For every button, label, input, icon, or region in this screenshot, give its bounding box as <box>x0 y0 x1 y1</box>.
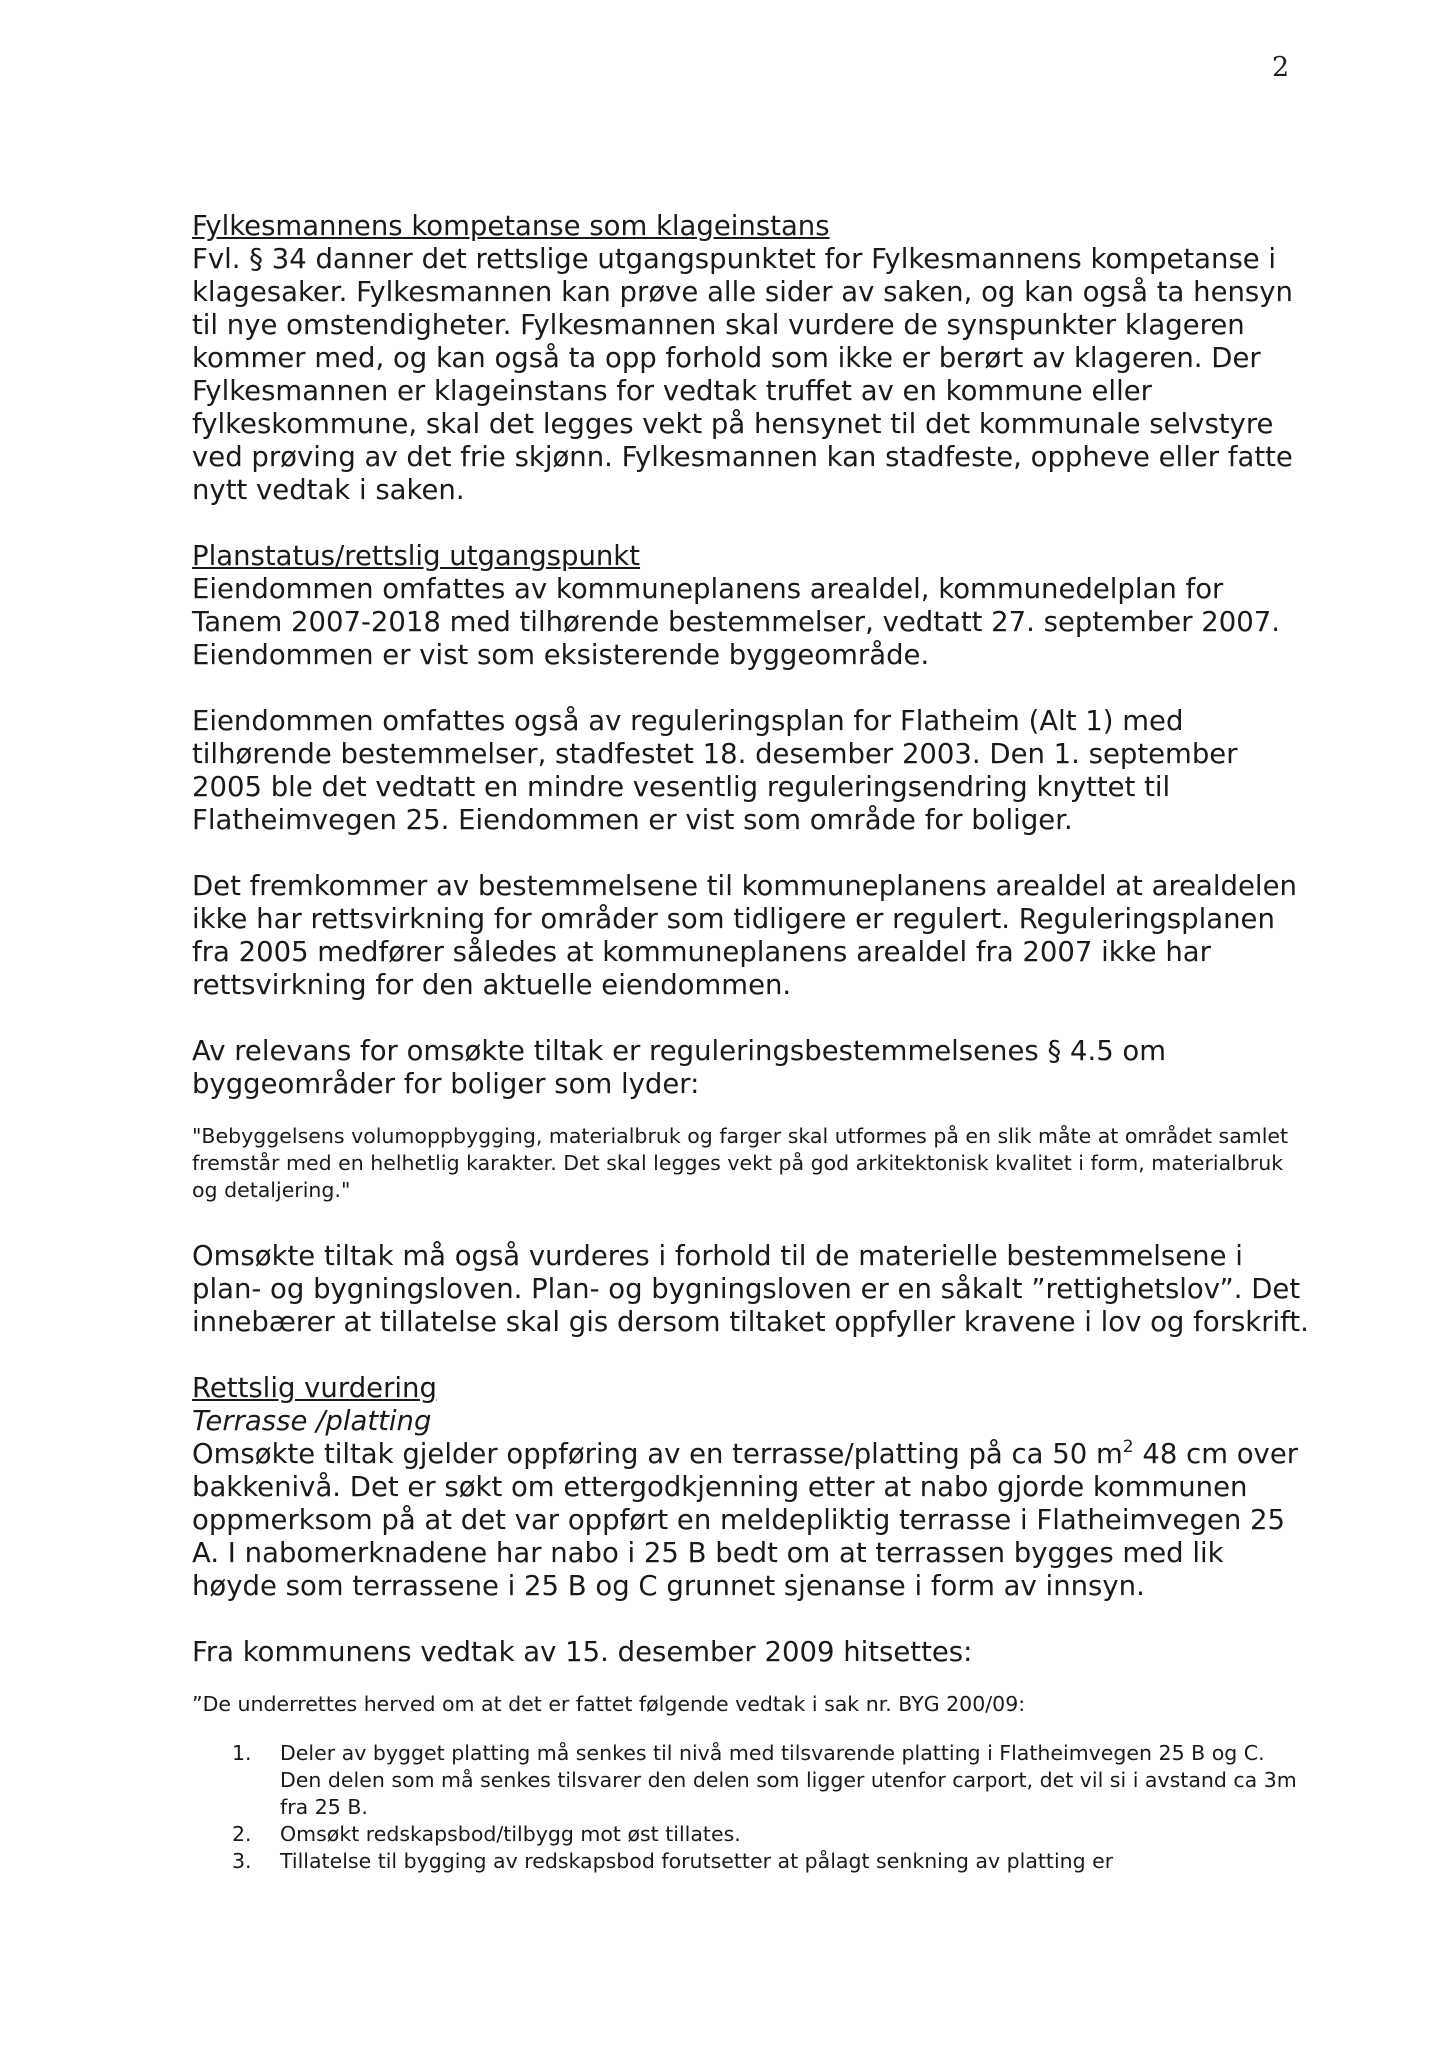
competence-paragraph: Fvl. § 34 danner det rettslige utgangspunktet for Fylkesmannens kompetanse i klagesaker. Fylkesmannen kan prøve alle sider av saken, og kan også ta hensyn til nye omstendigheter. Fylkesmannen skal vurdere de synspunkter klageren kommer med, og kan også ta opp forhold som ikke er berørt av klageren. Der Fylkesmannen er klageinstans for vedtak truffet av en kommune eller fylkeskommune, skal det legges vekt på hensynet til det kommunale selvstyre ved prøving av det frie skjønn. Fylkesmannen kan stadfeste, oppheve eller fatte nytt vedtak i saken. <box>192 243 1293 506</box>
legal-paragraph-2: Fra kommunens vedtak av 15. desember 2009 hitsettes: <box>192 1636 973 1668</box>
list-item-number: 2. <box>232 1822 252 1846</box>
planstatus-paragraph-1: Eiendommen omfattes av kommuneplanens arealdel, kommunedelplan for Tanem 2007-2018 med tilhørende bestemmelser, vedtatt 27. september 2007. Eiendommen er vist som eksisterende byggeområde. <box>192 573 1280 671</box>
planstatus-paragraph-2: Eiendommen omfattes også av reguleringsplan for Flatheim (Alt 1) med tilhørende bestemmelser, stadfestet 18. desember 2003. Den 1. september 2005 ble det vedtatt en mindre vesentlig reguleringsendring knyttet til Flatheimvegen 25. Eiendommen er vist som område for boliger. <box>192 705 1238 836</box>
terrace-subheading: Terrasse /platting <box>192 1405 432 1437</box>
legal-paragraph-1-start: Omsøkte tiltak gjelder oppføring av en terrasse/platting på ca 50 m <box>192 1438 1123 1470</box>
list-item-text: Deler av bygget platting må senkes til nivå med tilsvarende platting i Flatheimvegen 25 B og C. Den delen som må senkes tilsvarer den delen som ligger utenfor carport, det vil si i avstand ca 3m fra 25 B. <box>280 1741 1297 1819</box>
planstatus-paragraph-4: Av relevans for omsøkte tiltak er reguleringsbestemmelsenes § 4.5 om byggeområder for boliger som lyder: <box>192 1035 1167 1100</box>
list-item-text: Tillatelse til bygging av redskapsbod forutsetter at pålagt senkning av platting er <box>280 1849 1114 1873</box>
decision-list <box>192 1740 1312 1875</box>
planstatus-paragraph-3: Det fremkommer av bestemmelsene til kommuneplanens arealdel at arealdelen ikke har rettsvirkning for områder som tidligere er regulert. Reguleringsplanen fra 2005 medfører således at kommuneplanens arealdel fra 2007 ikke har rettsvirkning for den aktuelle eiendommen. <box>192 870 1297 1001</box>
list-item-number: 3. <box>232 1849 252 1873</box>
list-item <box>192 1848 1312 1875</box>
legal-paragraph-1-end: 48 cm over bakkenivå. Det er søkt om ettergodkjenning etter at nabo gjorde kommunen oppmerksom på at det var oppført en meldepliktig terrasse i Flatheimvegen 25 A. I nabomerknadene har nabo i 25 B bedt om at terrassen bygges med lik høyde som terrassene i 25 B og C grunnet sjenanse i form av innsyn. <box>192 1438 1299 1602</box>
square-superscript: 2 <box>1122 1437 1134 1457</box>
planstatus-paragraph-5: Omsøkte tiltak må også vurderes i forhold til de materielle bestemmelsene i plan- og bygningsloven. Plan- og bygningsloven er en såkalt ”rettighetslov”. Det innebærer at tillatelse skal gis dersom tiltaket oppfyller kravene i lov og forskrift. <box>192 1240 1309 1338</box>
legal-paragraph-1 <box>192 1438 1312 1603</box>
page-number: 2 <box>1272 52 1290 83</box>
regulation-quote: "Bebyggelsens volumoppbygging, materialbruk og farger skal utformes på en slik måte at området samlet fremstår med en helhetlig karakter. Det skal legges vekt på god arkitektonisk kvalitet i form, materialbruk og detaljering." <box>192 1124 1289 1202</box>
legal-assessment-heading: Rettslig vurdering <box>192 1372 437 1404</box>
list-item <box>192 1821 1312 1848</box>
document-body <box>192 210 1312 1875</box>
list-item-text: Omsøkt redskapsbod/tilbygg mot øst tillates. <box>280 1822 741 1846</box>
decision-quote-intro: ”De underrettes herved om at det er fattet følgende vedtak i sak nr. BYG 200/09: <box>192 1692 1026 1716</box>
list-item <box>192 1740 1312 1821</box>
planstatus-heading: Planstatus/rettslig utgangspunkt <box>192 540 641 572</box>
list-item-number: 1. <box>232 1741 252 1765</box>
competence-heading: Fylkesmannens kompetanse som klageinstans <box>192 210 830 242</box>
